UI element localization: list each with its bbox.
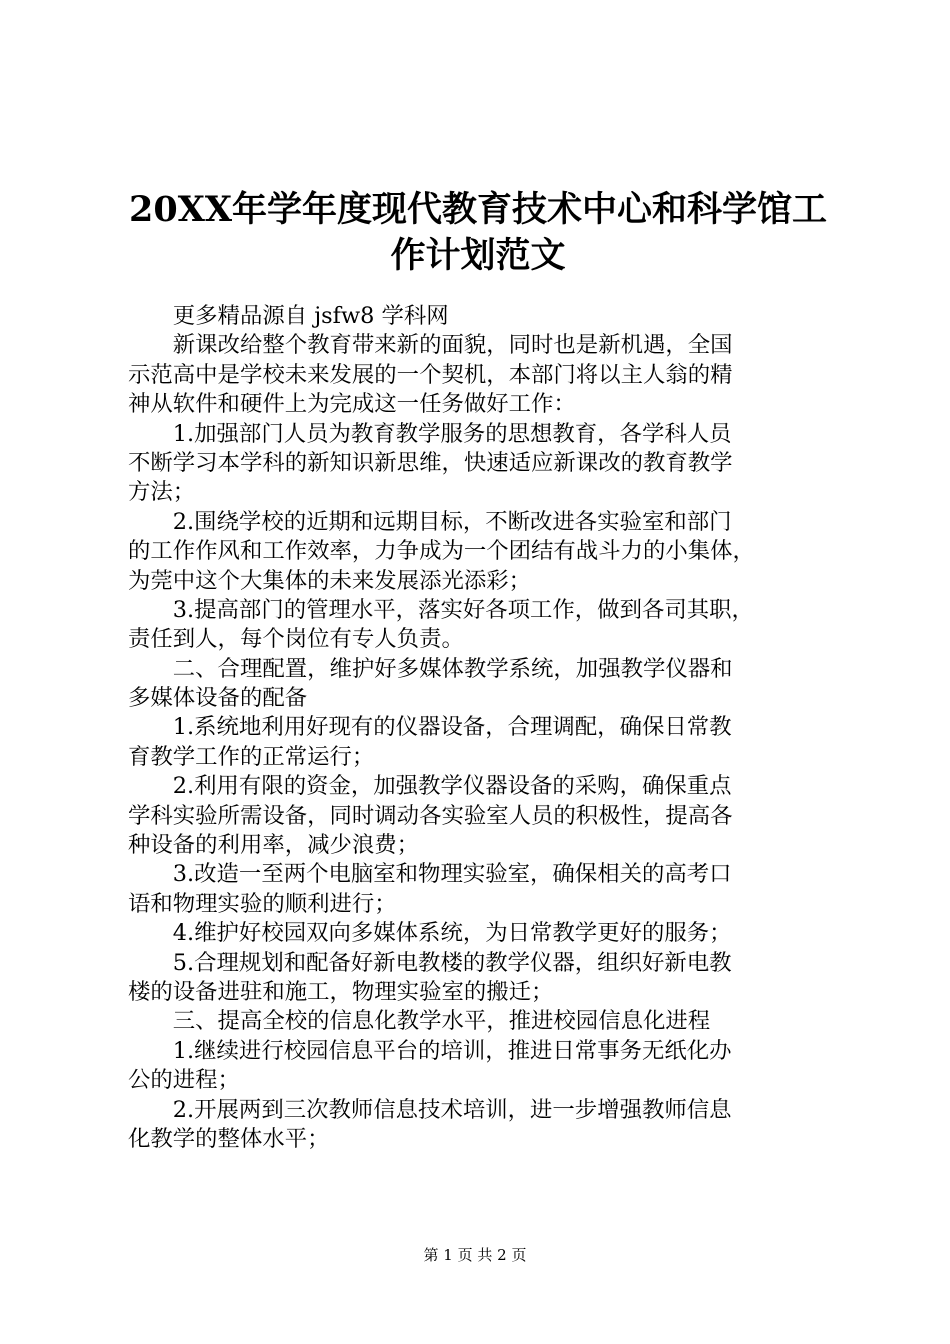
body-line: 二、合理配置，维护好多媒体教学系统，加强教学仪器和 <box>128 655 733 682</box>
body-line: 育教学工作的正常运行； <box>128 743 375 770</box>
body-line: 5.合理规划和配备好新电教楼的教学仪器，组织好新电教 <box>128 949 732 976</box>
body-line: 2.围绕学校的近期和远期目标，不断改进各实验室和部门 <box>128 508 732 535</box>
body-line: 2.利用有限的资金，加强教学仪器设备的采购，确保重点 <box>128 773 732 800</box>
body-line: 3.改造一至两个电脑室和物理实验室，确保相关的高考口 <box>128 861 732 888</box>
body-line: 2.开展两到三次教师信息技术培训，进一步增强教师信息 <box>128 1096 732 1123</box>
body-line: 1.系统地利用好现有的仪器设备，合理调配，确保日常教 <box>128 714 732 741</box>
body-line: 公的进程； <box>128 1067 240 1094</box>
body-line: 多媒体设备的配备 <box>128 685 308 712</box>
body-line: 的工作作风和工作效率，力争成为一个团结有战斗力的小集体， <box>128 538 755 565</box>
body-line: 楼的设备进驻和施工，物理实验室的搬迁； <box>128 978 554 1005</box>
body-line: 1.继续进行校园信息平台的培训，推进日常事务无纸化办 <box>128 1037 732 1064</box>
body-line: 1.加强部门人员为教育教学服务的思想教育，各学科人员 <box>128 420 732 447</box>
body-line: 化教学的整体水平； <box>128 1125 330 1152</box>
document-title-line-1: 20XX年学年度现代教育技术中心和科学馆工 <box>128 189 828 230</box>
body-line: 示范高中是学校未来发展的一个契机，本部门将以主人翁的精 <box>128 361 733 388</box>
document-title-line-2: 作计划范文 <box>390 235 566 276</box>
body-line: 为莞中这个大集体的未来发展添光添彩； <box>128 567 532 594</box>
body-line: 4.维护好校园双向多媒体系统，为日常教学更好的服务； <box>128 920 732 947</box>
body-line: 三、提高全校的信息化教学水平，推进校园信息化进程 <box>128 1008 711 1035</box>
body-line: 3.提高部门的管理水平，落实好各项工作，做到各司其职， <box>128 596 754 623</box>
body-line: 更多精品源自 jsfw8 学科网 <box>128 303 449 329</box>
body-line: 语和物理实验的顺利进行； <box>128 890 397 917</box>
body-line: 责任到人，每个岗位有专人负责。 <box>128 626 464 653</box>
body-line: 种设备的利用率，减少浪费； <box>128 832 420 859</box>
body-line: 不断学习本学科的新知识新思维，快速适应新课改的教育教学 <box>128 449 733 476</box>
document-body <box>128 302 828 1154</box>
body-line: 学科实验所需设备，同时调动各实验室人员的积极性，提高各 <box>128 802 733 829</box>
body-line: 方法； <box>128 479 196 506</box>
body-line: 神从软件和硬件上为完成这一任务做好工作： <box>128 391 576 418</box>
page-number-footer: 第 1 页 共 2 页 <box>423 1246 527 1264</box>
body-line: 新课改给整个教育带来新的面貌，同时也是新机遇，全国 <box>128 332 733 359</box>
